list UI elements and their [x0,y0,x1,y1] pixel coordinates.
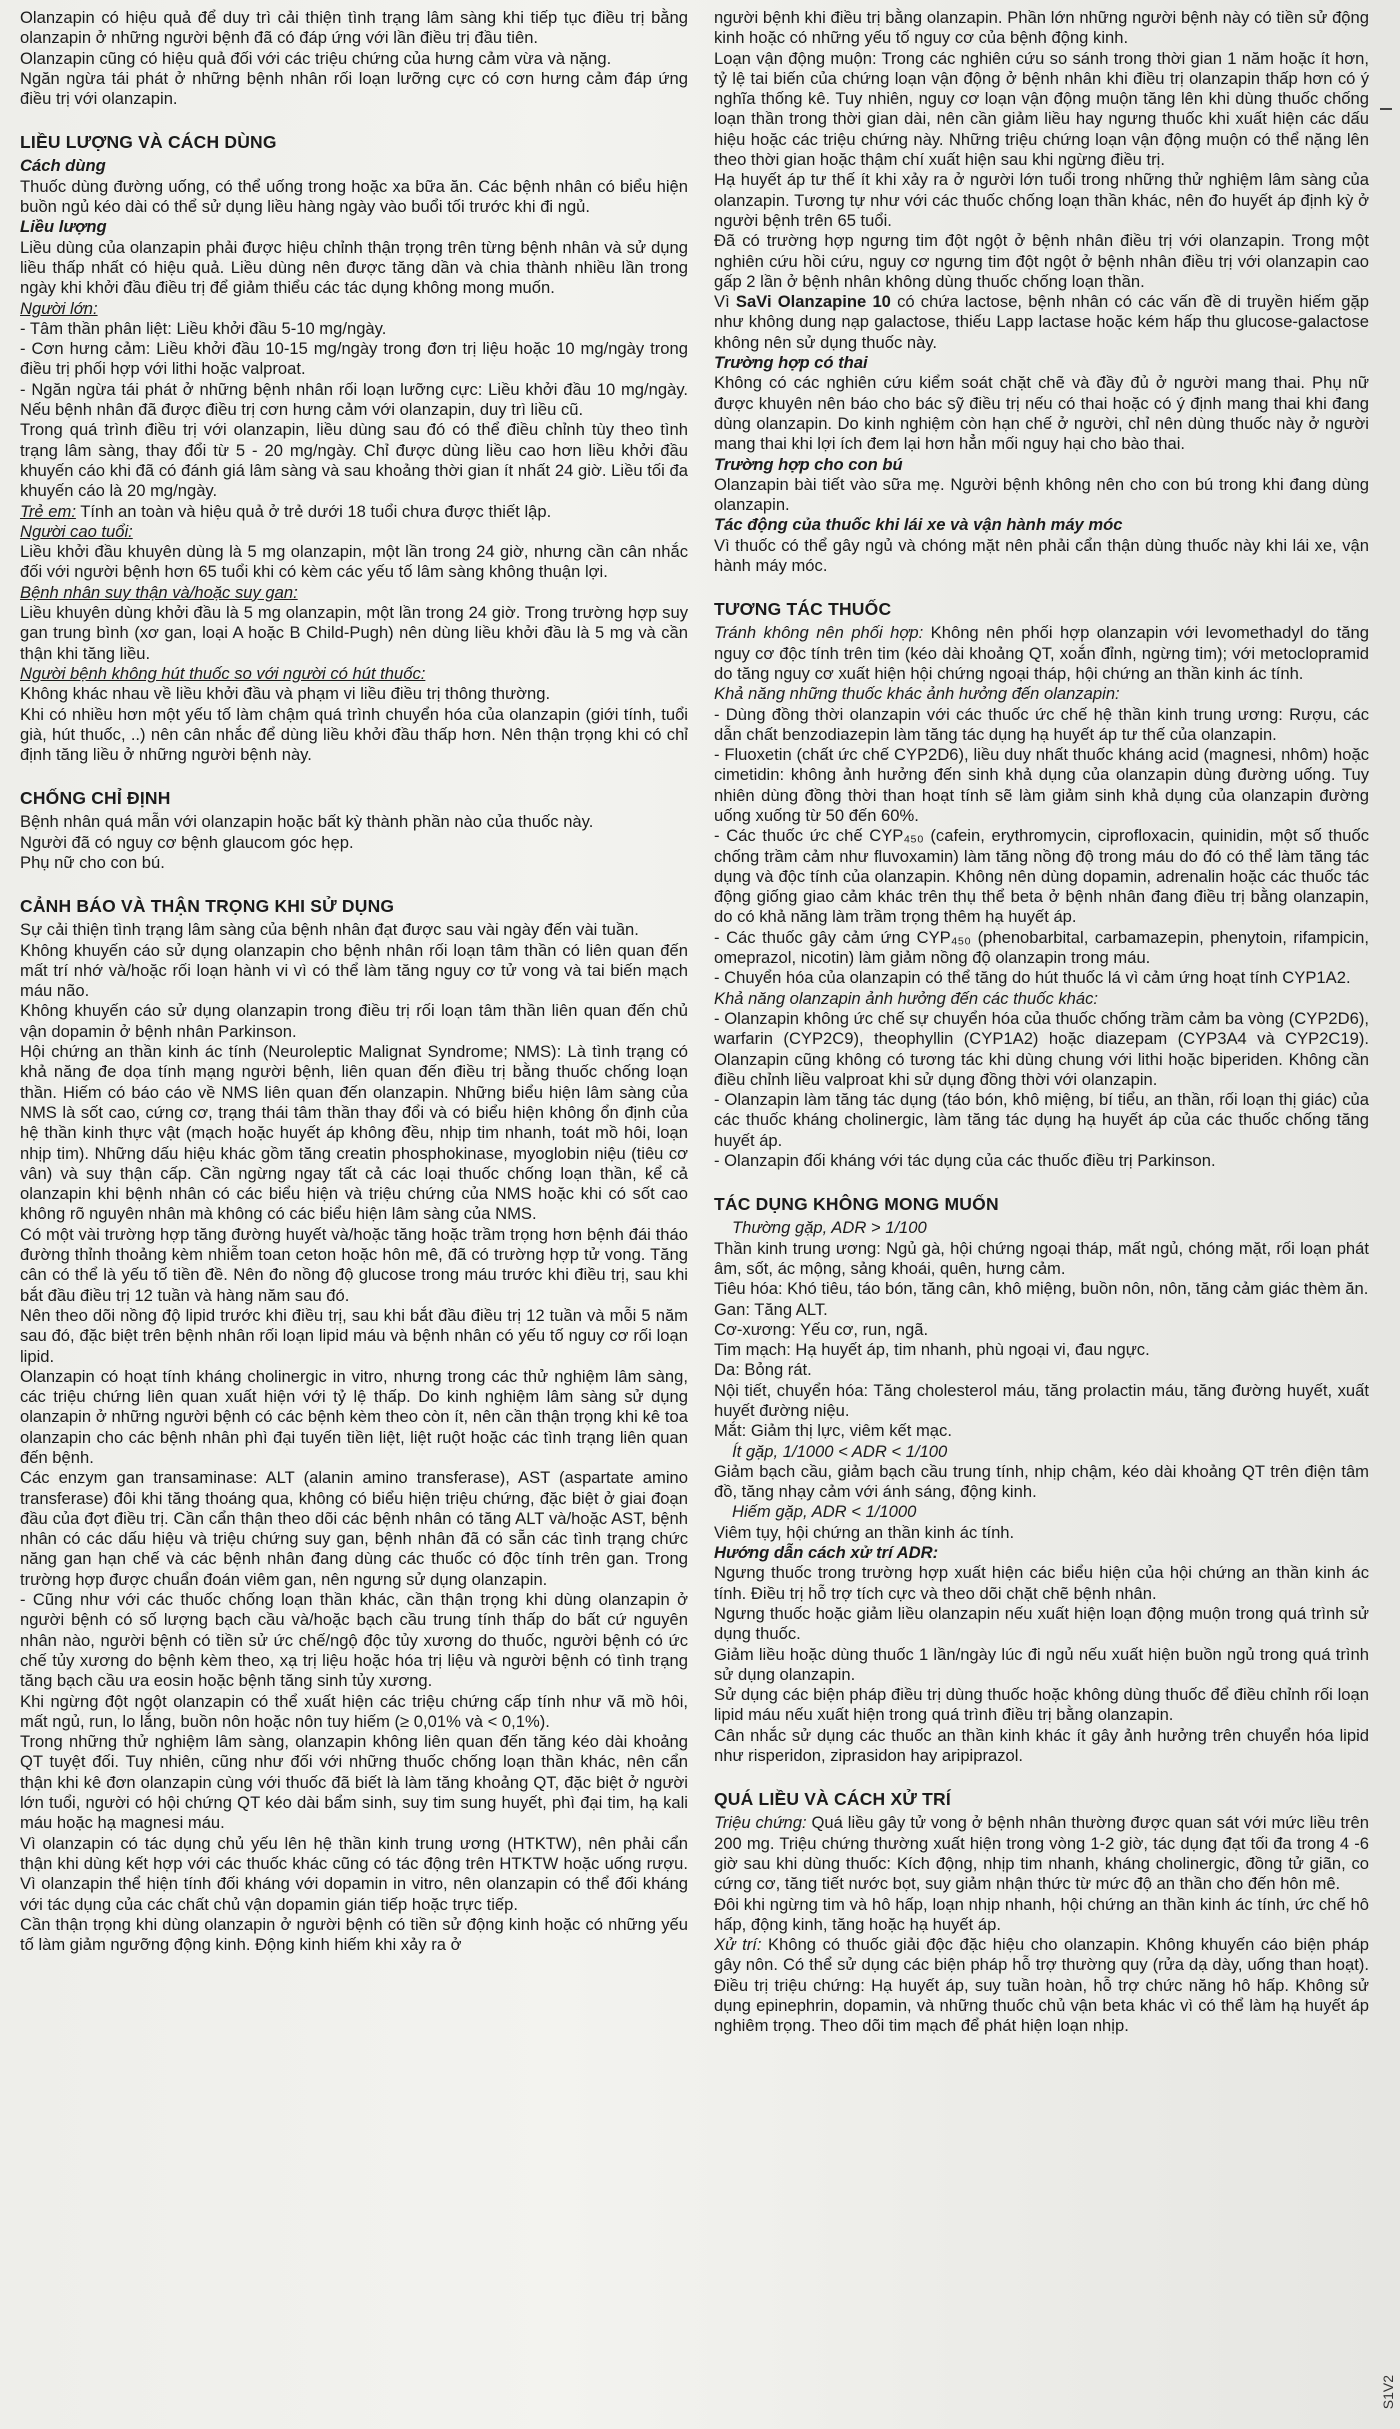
adverse-item: Tim mạch: Hạ huyết áp, tim nhanh, phù ngoại vi, đau ngực. [714,1340,1150,1360]
adverse-item: Cơ-xương: Yếu cơ, run, ngã. [714,1319,929,1339]
subheading-nonsmoker: Người bệnh không hút thuốc so với người có hút thuốc: [20,663,426,683]
renal-text: Liều khuyên dùng khởi đầu là 5 mg olanzapin, một lần trong 24 giờ. Trong trường hợp suy gan trung bình (xơ gan, loại A hoặc B Child-Pugh) nên dùng liều khởi đầu là 5 mg và cần thận khi tăng liều. [20,603,688,663]
child-line [20,502,688,522]
right-column [714,8,1369,2429]
warning-paragraph: Các enzym gan transaminase: ALT (alanin amino transferase), AST (aspartate amino transferase) đôi khi tăng thoáng qua, không có biểu hiện triệu chứng, đặc biệt ở giai đoạn đầu của đợt điều trị. Cần cẩn thận theo dõi các bệnh nhân có tăng ALT và/hoặc AST, bệnh nhân có các dấu hiệu và triệu chứng suy gan, bệnh nhân đã có sẵn các tình trạng chức năng gan hạn chế và các bệnh nhân đang dùng các thuốc có độc tính trên gan. Trong trường hợp được chuẩn đoán viêm gan, nên ngưng sử dụng olanzapin. [20,1468,688,1589]
contra-item: Phụ nữ cho con bú. [20,852,165,872]
usage-text: Thuốc dùng đường uống, có thể uống trong hoặc xa bữa ăn. Các bệnh nhân có biểu hiện buồn ngủ kéo dài có thể sử dụng liều hàng ngày vào buổi tối trước khi đi ngủ. [20,176,688,217]
interaction-item: - Các thuốc ức chế CYP₄₅₀ (cafein, erythromycin, ciprofloxacin, quinidin, một số thuốc chống trầm cảm như fluvoxamin) làm tăng nồng độ trong máu do đó có thể làm tăng tác dụng và độc tính của olanzapin. Không nên dùng dopamin, adrenalin hoặc các thuốc tác động giống giao cảm khác trên thụ thể beta ở bệnh nhân đang điều trị bằng olanzapin, do có khả năng làm trầm trọng thêm hạ huyết áp. [714,826,1369,927]
warning-paragraph: Không khuyến cáo sử dụng olanzapin trong điều trị rối loạn tâm thần liên quan đến chủ vận dopamin ở bệnh nhân Parkinson. [20,1001,688,1041]
interaction-item: - Olanzapin đối kháng với tác dụng của các thuốc điều trị Parkinson. [714,1151,1216,1171]
interaction-item: - Olanzapin không ức chế sự chuyển hóa của thuốc chống trầm cảm ba vòng (CYP2D6), warfarin (CYP2C9), theophyllin (CYP1A2) hoặc diazepam (CYP3A4 và CYP2C19). Olanzapin cũng không có tương tác khi dùng chung với lithi hoặc biperiden. Không cần điều chỉnh liều valproat khi sử dụng đồng thời với olanzapin. [714,1008,1369,1089]
section-heading-contraindications: CHỐNG CHỈ ĐỊNH [20,788,171,809]
guide-item: Sử dụng các biện pháp điều trị dùng thuốc hoặc không dùng thuốc để điều chỉnh rối loạn lipid máu nếu xuất hiện trong quá trình điều trị bằng olanzapin. [714,1685,1369,1725]
warning-paragraph: Không khuyến cáo sử dụng olanzapin cho bệnh nhân rối loạn tâm thần có liên quan đến mất trí nhớ và/hoặc rối loạn hành vi vì có thể làm tăng nguy cơ tử vong và tai biến mạch máu não. [20,940,688,1001]
adult-item: - Cơn hưng cảm: Liều khởi đầu 10-15 mg/ngày trong đơn trị liệu hoặc 10 mg/ngày trong điều trị phối hợp với lithi hoặc valproat. [20,339,688,379]
contra-item: Bệnh nhân quá mẫn với olanzapin hoặc bất kỳ thành phần nào của thuốc này. [20,812,594,832]
lactose-post: có chứa lactose, bệnh nhân có các vấn đề di truyền hiếm gặp như không dung nạp galactose, thiếu Lapp lactase hoặc kém hấp thu glucose-galactose không nên sử dụng thuốc này. [714,292,1369,352]
adverse-item: Da: Bỏng rát. [714,1360,812,1380]
warning-paragraph: - Cũng như với các thuốc chống loạn thần khác, cần thận trọng khi dùng olanzapin ở người bệnh có số lượng bạch cầu và/hoặc bạch cầu trung tính thấp do bất cứ nguyên nhân nào, người bệnh có tiền sử ức chế/ngộ độc tủy xương do thuốc, người bệnh có ức chế tủy xương do bệnh kèm theo, xạ trị liệu hoặc hóa trị liệu và người bệnh có tình trạng tăng bạch cầu ưa eosin hoặc bệnh tăng sinh tủy xương. [20,1590,688,1691]
warning-paragraph: Vì olanzapin có tác dụng chủ yếu lên hệ thần kinh trung ương (HTKTW), nên phải cẩn thận khi dùng kết hợp với các thuốc khác cũng có tác động trên HTKTW hoặc uống rượu. Vì olanzapin thể hiện tính đối kháng với dopamin in vitro, nên olanzapin có thể đối kháng với tác dụng của các chất chủ vận dopamin gián tiếp hoặc trực tiếp. [20,1833,688,1914]
product-name: SaVi Olanzapine 10 [735,292,891,312]
subheading-adr-guide: Hướng dẫn cách xử trí ADR: [714,1543,939,1563]
subheading-lactation: Trường hợp cho con bú [714,454,903,474]
elderly-text: Liều khởi đầu khuyên dùng là 5 mg olanzapin, một lần trong 24 giờ, nhưng cần cân nhắc đối với người bệnh hơn 65 tuổi khi có kèm các yếu tố lâm sàng không thuận lợi. [20,542,688,582]
symptom-label: Triệu chứng: [714,1813,807,1833]
adverse-item: Giảm bạch cầu, giảm bạch cầu trung tính, nhịp chậm, kéo dài khoảng QT trên điện tâm đồ, tăng nhạy cảm với ánh sáng, động kinh. [714,1461,1369,1502]
interaction-item: - Chuyển hóa của olanzapin có thể tăng do hút thuốc lá vì cảm ứng hoạt tính CYP1A2. [714,968,1351,988]
subheading-adult: Người lớn: [20,298,98,318]
warning-paragraph: người bệnh khi điều trị bằng olanzapin. Phần lớn những người bệnh này có tiền sử động kinh hoặc có những yếu tố nguy cơ của bệnh động kinh. [714,8,1369,48]
edge-mark [1380,108,1392,110]
subheading-affect: Khả năng những thuốc khác ảnh hưởng đến olanzapin: [714,684,1120,704]
treatment-label: Xử trí: [714,1935,762,1955]
lactation-text: Olanzapin bài tiết vào sữa mẹ. Người bệnh không nên cho con bú trong khi đang dùng olanzapin. [714,474,1369,515]
warning-paragraph: Đã có trường hợp ngưng tim đột ngột ở bệnh nhân điều trị với olanzapin. Trong một nghiên cứu hồi cứu, nguy cơ ngưng tim đột ngột ở bệnh nhân điều trị với olanzapin cao gấp 2 lần ở bệnh nhân không dùng thuốc chống loạn thần. [714,231,1369,291]
adverse-item: Thần kinh trung ương: Ngủ gà, hội chứng ngoại tháp, mất ngủ, chóng mặt, rối loạn phát âm, sốt, ác mộng, sảng khoái, quên, hưng cảm. [714,1238,1369,1278]
avoid-text: Không nên phối hợp olanzapin với levomethadyl do tăng nguy cơ độc tính trên tim (kéo dài khoảng QT, xoắn đỉnh, ngừng tim); với metoclopramid do tăng nguy cơ xuất hiện hội chứng ngoại tháp, hội chứng an thần kinh ác tính. [714,623,1369,683]
intro-paragraph: Olanzapin có hiệu quả để duy trì cải thiện tình trạng lâm sàng khi tiếp tục điều trị bằng olanzapin ở những người bệnh đã có đáp ứng với lần điều trị đầu tiên. [20,8,688,48]
interaction-item: - Các thuốc gây cảm ứng CYP₄₅₀ (phenobarbital, carbamazepin, phenytoin, rifampicin, omeprazol, nicotin) làm giảm nồng độ olanzapin trong máu. [714,927,1369,968]
overdose-treatment [714,1935,1369,2036]
warning-paragraph: Có một vài trường hợp tăng đường huyết và/hoặc tăng hoặc trầm trọng hơn bệnh đái tháo đường thỉnh thoảng kèm nhiễm toan ceton hoặc hôn mê, đã có trường hợp tử vong. Tăng cân có thể là yếu tố tiền đề. Nên đo nồng độ glucose trong máu trước khi điều trị, sau khi bắt đầu điều trị 12 tuần và hàng năm sau đó. [20,1224,688,1305]
section-heading-adverse: TÁC DỤNG KHÔNG MONG MUỐN [714,1194,999,1215]
subheading-usage: Cách dùng [20,156,106,176]
warning-paragraph: Olanzapin có hoạt tính kháng cholinergic in vitro, nhưng trong các thử nghiệm lâm sàng, các triệu chứng liên quan xuất hiện với tỷ lệ thấp. Do kinh nghiệm lâm sàng sử dụng olanzapin ở những người bệnh có các bệnh kèm theo còn ít, nên cần thận trọng khi kê toa olanzapin cho các bệnh nhân phì đại tuyến tiền liệt, liệt ruột hoặc các tình trạng liên quan đến bệnh. [20,1366,688,1467]
section-heading-overdose: QUÁ LIỀU VÀ CÁCH XỬ TRÍ [714,1789,951,1810]
adverse-item: Gan: Tăng ALT. [714,1299,828,1319]
guide-item: Cân nhắc sử dụng các thuốc an thần kinh khác ít gây ảnh hưởng trên chuyển hóa lipid như risperidon, ziprasidon hay aripiprazol. [714,1725,1369,1766]
guide-item: Ngưng thuốc hoặc giảm liều olanzapin nếu xuất hiện loạn động muộn trong quá trình sử dụng thuốc. [714,1603,1369,1644]
warning-paragraph: Hội chứng an thần kinh ác tính (Neuroleptic Malignat Syndrome; NMS): Là tình trạng có khả năng đe dọa tính mạng người bệnh, liên quan đến điều trị bằng thuốc chống loạn thần. Hiếm có báo cáo về NMS liên quan đến olanzapin. Những biểu hiện lâm sàng của NMS là sốt cao, cứng cơ, trạng thái tâm thần thay đổi và có biểu hiện không ổn định của hệ thần kinh thực vật (mạch hoặc huyết áp không đều, nhịp tim nhanh, toát mồ hôi, loạn nhịp tim). Những dấu hiệu khác gồm tăng creatin phosphokinase, myoglobin niệu (tiêu cơ vân) và suy thận cấp. Cần ngừng ngay tất cả các loại thuốc chống loạn thần, kể cả olanzapin khi bệnh nhân có các biểu hiện và triệu chứng của NMS hoặc khi có sốt cao không rõ nguyên nhân mà không có các biểu hiện lâm sàng của NMS. [20,1042,688,1224]
warning-paragraph: Sự cải thiện tình trạng lâm sàng của bệnh nhân đạt được sau vài ngày đến vài tuần. [20,920,639,940]
intro-paragraph: Ngăn ngừa tái phát ở những bệnh nhân rối loạn lưỡng cực có cơn hưng cảm đáp ứng điều trị với olanzapin. [20,68,688,109]
section-heading-interactions: TƯƠNG TÁC THUỐC [714,599,892,620]
dose-text: Liều dùng của olanzapin phải được hiệu chỉnh thận trọng trên từng bệnh nhân và sử dụng liều thấp nhất có hiệu quả. Liều dùng nên được tăng dần và chia thành nhiều lần trong ngày khi khởi đầu điều trị để giảm thiểu các tác dụng không mong muốn. [20,237,688,298]
guide-item: Giảm liều hoặc dùng thuốc 1 lần/ngày lúc đi ngủ nếu xuất hiện buồn ngủ trong quá trình sử dụng olanzapin. [714,1644,1369,1684]
avoid-label: Tránh không nên phối hợp: [714,623,924,643]
lactose-warning [714,292,1369,353]
frequency-common: Thường gặp, ADR > 1/100 [732,1218,927,1238]
avoid-combination [714,623,1369,684]
section-heading-dosage: LIỀU LƯỢNG VÀ CÁCH DÙNG [20,132,277,153]
child-label: Trẻ em: [20,501,76,521]
driving-text: Vì thuốc có thể gây ngủ và chóng mặt nên phải cẩn thận dùng thuốc này khi lái xe, vận hành máy móc. [714,535,1369,576]
nonsmoker-text: Không khác nhau về liều khởi đầu và phạm vi liều điều trị thông thường. [20,684,551,704]
subheading-driving: Tác động của thuốc khi lái xe và vận hành máy móc [714,515,1123,535]
overdose-symptoms [714,1813,1369,1894]
subheading-renal: Bệnh nhân suy thận và/hoặc suy gan: [20,582,298,602]
warning-paragraph: Cần thận trọng khi dùng olanzapin ở người bệnh có tiền sử động kinh hoặc có những yếu tố làm giảm ngưỡng động kinh. Động kinh hiếm khi xảy ra ở [20,1914,688,1955]
frequency-rare: Hiếm gặp, ADR < 1/1000 [732,1502,917,1522]
warning-paragraph: Nên theo dõi nồng độ lipid trước khi điều trị, sau khi bắt đầu điều trị 12 tuần và mỗi 5 năm sau đó, đặc biệt trên bệnh nhân rối loạn lipid máu và bệnh nhân có yếu tố nguy cơ rối loạn lipid. [20,1305,688,1366]
treatment-text: Không có thuốc giải độc đặc hiệu cho olanzapin. Không khuyến cáo biện pháp gây nôn. Có thể sử dụng các biện pháp hỗ trợ thường quy (rửa dạ dày, uống than hoạt). Điều trị triệu chứng: Hạ huyết áp, suy tuần hoàn, hỗ trợ chức năng hô hấp. Không sử dụng epinephrin, dopamin, và những thuốc chủ vận beta khác vì có thể làm hạ huyết áp nghiêm trọng. Theo dõi tim mạch để phát hiện loạn nhịp. [714,1935,1369,2036]
pregnancy-text: Không có các nghiên cứu kiểm soát chặt chẽ và đầy đủ ở người mang thai. Phụ nữ được khuyên nên báo cho bác sỹ điều trị nếu có thai hoặc có ý định mang thai khi đang dùng olanzapin. Do kinh nghiệm còn hạn chế ở người, chỉ nên dùng thuốc này ở người mang thai khi lợi ích đem lại hơn hẳn mối nguy hại cho bào thai. [714,373,1369,454]
adverse-item: Nội tiết, chuyển hóa: Tăng cholesterol máu, tăng prolactin máu, tăng đường huyết, xuất huyết đường niệu. [714,1380,1369,1420]
overdose-symptoms-2: Đôi khi ngừng tim và hô hấp, loạn nhịp nhanh, hội chứng an thần kinh ác tính, ức chế hô hấp, động kinh, tăng hoặc hạ huyết áp. [714,1894,1369,1934]
lactose-pre: Vì [714,292,736,312]
subheading-affected: Khả năng olanzapin ảnh hưởng đến các thuốc khác: [714,988,1099,1008]
child-text: Tính an toàn và hiệu quả ở trẻ dưới 18 tuổi chưa được thiết lập. [75,501,552,521]
section-heading-warnings: CẢNH BÁO VÀ THẬN TRỌNG KHI SỬ DỤNG [20,896,395,917]
warning-paragraph: Hạ huyết áp tư thế ít khi xảy ra ở người lớn tuổi trong những thử nghiệm lâm sàng của olanzapin. Tương tự như với các thuốc chống loạn thần khác, nên đo huyết áp định kỳ ở người bệnh trên 65 tuổi. [714,170,1369,230]
frequency-uncommon: Ít gặp, 1/1000 < ADR < 1/100 [732,1441,948,1461]
intro-paragraph: Olanzapin cũng có hiệu quả đối với các triệu chứng của hưng cảm vừa và nặng. [20,48,612,68]
nonsmoker-text: Khi có nhiều hơn một yếu tố làm chậm quá trình chuyển hóa của olanzapin (giới tính, tuổi già, hút thuốc, ..) nên cân nhắc để dùng liều khởi đầu thấp hơn. Nên thận trọng khi có chỉ định tăng liều ở những người bệnh này. [20,704,688,765]
adverse-item: Viêm tụy, hội chứng an thần kinh ác tính. [714,1522,1015,1542]
interaction-item: - Fluoxetin (chất ức chế CYP2D6), liều duy nhất thuốc kháng acid (magnesi, nhôm) hoặc cimetidin: không ảnh hưởng đến sinh khả dụng của olanzapin dùng đường uống. Tuy nhiên dùng đồng thời than hoạt tính sẽ làm giảm sinh khả dụng của olanzapin đường uống xuống từ 50 đến 60%. [714,745,1369,825]
adult-item: - Tâm thần phân liệt: Liều khởi đầu 5-10 mg/ngày. [20,318,387,338]
guide-item: Ngưng thuốc trong trường hợp xuất hiện các biểu hiện của hội chứng an thần kinh ác tính. Điều trị hỗ trợ tích cực và theo dõi chặt chẽ bệnh nhân. [714,1563,1369,1603]
left-column [20,8,688,2429]
contra-item: Người đã có nguy cơ bệnh glaucom góc hẹp. [20,832,354,852]
adverse-item: Mắt: Giảm thị lực, viêm kết mạc. [714,1421,952,1441]
side-code: S1V2 [1380,2374,1396,2409]
adult-text: Trong quá trình điều trị với olanzapin, liều dùng sau đó có thể điều chỉnh tùy theo tình trạng lâm sàng, thay đổi từ 5 - 20 mg/ngày. Chỉ được dùng liều cao hơn liều khởi đầu khuyến cáo khi đã có đánh giá lâm sàng và sau khoảng thời gian ít nhất 24 giờ. Liều tối đa khuyến cáo là 20 mg/ngày. [20,420,688,501]
symptom-text: Quá liều gây tử vong ở bệnh nhân thường được quan sát với mức liều trên 200 mg. Triệu chứng thường xuất hiện trong vòng 1-2 giờ, tác dụng đạt tối đa trong 4 -6 giờ sau khi dùng thuốc: Kích động, nhịp tim nhanh, kháng cholinergic, đồng tử giãn, co cứng cơ, tăng tiết nước bọt, suy giảm nhận thức từ mức độ an thần cho đến hôn mê. [714,1813,1369,1894]
subheading-elderly: Người cao tuổi: [20,521,133,541]
warning-paragraph: Khi ngừng đột ngột olanzapin có thể xuất hiện các triệu chứng cấp tính như vã mồ hôi, mất ngủ, run, lo lắng, buồn nôn hoặc nôn tuy hiếm (≥ 0,01% và < 0,1%). [20,1691,688,1731]
subheading-dose: Liều lượng [20,217,107,237]
interaction-item: - Olanzapin làm tăng tác dụng (táo bón, khô miệng, bí tiểu, an thần, rối loạn thị giác) của các thuốc kháng cholinergic, làm tăng tác dụng hạ huyết áp của các thuốc chống tăng huyết áp. [714,1090,1369,1150]
subheading-pregnancy: Trường hợp có thai [714,353,868,373]
adverse-item: Tiêu hóa: Khó tiêu, táo bón, tăng cân, khô miệng, buồn nôn, nôn, tăng cảm giác thèm ăn. [714,1279,1369,1299]
warning-paragraph: Loạn vận động muộn: Trong các nghiên cứu so sánh trong thời gian 1 năm hoặc ít hơn, tỷ lệ tai biến của chứng loạn vận động ở bệnh nhân khi điều trị olanzapin thấp hơn có ý nghĩa thống kê. Tuy nhiên, nguy cơ loạn vận động muộn tăng lên khi dùng thuốc chống loạn thần trong thời gian dài, nên cần giảm liều hay ngưng thuốc khi xuất hiện các dấu hiệu hoặc các triệu chứng này. Những triệu chứng loạn vận động muộn có thể nặng lên theo thời gian hoặc thậm chí xuất hiện sau khi ngừng điều trị. [714,48,1369,170]
adult-item: - Ngăn ngừa tái phát ở những bệnh nhân rối loạn lưỡng cực: Liều khởi đầu 10 mg/ngày. Nếu bệnh nhân đã được điều trị cơn hưng cảm với olanzapin, duy trì liều cũ. [20,379,688,420]
warning-paragraph: Trong những thử nghiệm lâm sàng, olanzapin không liên quan đến tăng kéo dài khoảng QT tuyệt đối. Tuy nhiên, cũng như đối với những thuốc chống loạn thần khác, nên cẩn thận khi kê đơn olanzapin cùng với thuốc đã biết là làm tăng khoảng QT, đặc biệt ở người lớn tuổi, người có hội chứng QT kéo dài bẩm sinh, suy tim sung huyết, phì đại tim, hạ kali máu hoặc hạ magnesi máu. [20,1732,688,1833]
interaction-item: - Dùng đồng thời olanzapin với các thuốc ức chế hệ thần kinh trung ương: Rượu, các dẫn chất benzodiazepin làm tăng tác dụng hạ huyết áp tư thế của olanzapin. [714,704,1369,744]
